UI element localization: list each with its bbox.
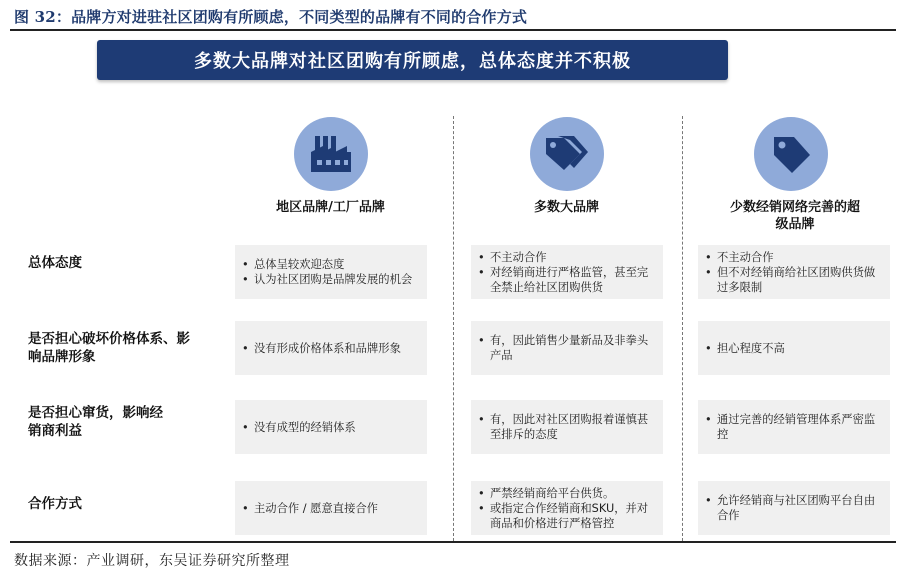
cell-bullet: • 主动合作 / 愿意直接合作 — [241, 501, 378, 516]
table-cell — [235, 245, 427, 299]
row-label: 总体态度 — [28, 255, 82, 271]
row-label: 是否担心窜货，影响经销商利益 — [28, 405, 163, 439]
column-header: 多数大品牌 — [533, 200, 599, 215]
table-cell — [471, 245, 663, 299]
figure-title: 图 32：品牌方对进驻社区团购有所顾虑，不同类型的品牌有不同的合作方式 — [14, 8, 528, 26]
column-divider — [682, 116, 683, 541]
factory-icon — [294, 117, 368, 191]
cell-bullet: • 没有形成价格体系和品牌形象 — [241, 341, 401, 356]
cell-bullet: • 通过完善的经销管理体系严密监控 — [704, 412, 882, 442]
table-cell — [235, 321, 427, 375]
cell-bullet: • 严禁经销商给平台供货。 — [477, 486, 655, 501]
cell-bullet: • 或指定合作经销商和SKU，并对商品和价格进行严格管控 — [477, 501, 655, 531]
table-cell — [471, 400, 663, 454]
cell-bullet: • 有，因此销售少量新品及非拳头产品 — [477, 333, 655, 363]
cell-bullet: • 不主动合作 — [477, 250, 655, 265]
table-cell — [471, 481, 663, 535]
cell-bullet: • 不主动合作 — [704, 250, 882, 265]
table-cell — [471, 321, 663, 375]
cell-bullet: • 没有成型的经销体系 — [241, 420, 356, 435]
table-cell — [235, 481, 427, 535]
cell-bullet: • 认为社区团购是品牌发展的机会 — [241, 272, 412, 287]
table-cell — [235, 400, 427, 454]
table-cell — [698, 400, 890, 454]
tag-icon — [754, 117, 828, 191]
row-label: 合作方式 — [28, 496, 82, 512]
cell-bullet: • 总体呈较欢迎态度 — [241, 257, 412, 272]
column-divider — [453, 116, 454, 541]
banner: 多数大品牌对社区团购有所顾虑，总体态度并不积极 — [97, 40, 728, 80]
row-label: 是否担心破坏价格体系、影响品牌形象 — [28, 331, 190, 365]
bottom-rule — [10, 541, 896, 543]
column-header: 少数经销网络完善的超级品牌 — [729, 200, 860, 232]
table-cell — [698, 481, 890, 535]
column-header: 地区品牌/工厂品牌 — [276, 200, 385, 215]
cell-bullet: • 担心程度不高 — [704, 341, 785, 356]
table-cell — [698, 245, 890, 299]
cell-bullet: • 但不对经销商给社区团购供货做过多限制 — [704, 265, 882, 295]
cell-bullet: • 允许经销商与社区团购平台自由合作 — [704, 493, 882, 523]
tags-icon — [530, 117, 604, 191]
source-note: 数据来源：产业调研，东吴证券研究所整理 — [14, 553, 290, 569]
cell-bullet: • 有，因此对社区团购报着谨慎甚至排斥的态度 — [477, 412, 655, 442]
cell-bullet: • 对经销商进行严格监管，甚至完全禁止给社区团购供货 — [477, 265, 655, 295]
top-rule — [10, 29, 896, 31]
table-cell — [698, 321, 890, 375]
